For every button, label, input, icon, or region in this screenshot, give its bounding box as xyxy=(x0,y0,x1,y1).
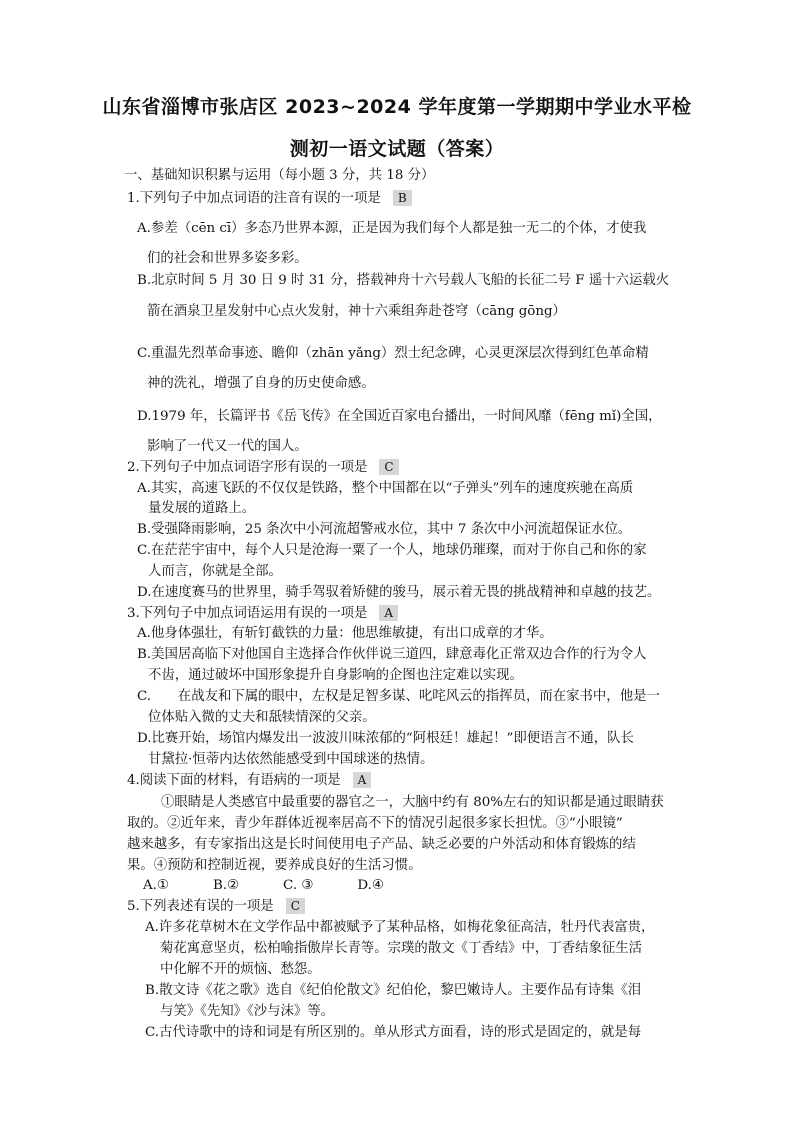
q4-passage-line-3: 越来越多，有专家指出这是长时间使用电子产品、缺乏必要的户外活动和体育锻炼的结 xyxy=(127,837,636,852)
question-5-text: 5.下列表述有误的一项是 xyxy=(127,899,274,914)
q1-option-a-line-2: 们的社会和世界多姿多彩。 xyxy=(147,251,308,266)
q5-option-a-line-1: A.许多花草树木在文学作品中都被赋予了某种品格，如梅花象征高洁，牡丹代表富贵， xyxy=(145,920,655,935)
q3-option-b-line-2: 不齿，通过破坏中国形象提升自身影响的企图也注定难以实现。 xyxy=(148,668,523,683)
q4-passage-line-1: ①眼睛是人类感官中最重要的器官之一，大脑中约有 80%左右的知识都是通过眼睛获 xyxy=(161,795,664,810)
q1-option-d-line-1: D.1979 年，长篇评书《岳飞传》在全国近百家电台播出，一时间风靡（fēng mǐ)全国， xyxy=(137,409,662,424)
question-2-stem xyxy=(127,458,399,478)
q1-option-a-line-1: A.参差（cēn cī）多态乃世界本源，正是因为我们每个人都是独一无二的个体，才使我 xyxy=(137,221,647,236)
q5-option-a-line-2: 菊花寓意坚贞，松柏喻指傲岸长青等。宗璞的散文《丁香结》中，丁香结象征生活 xyxy=(160,941,643,956)
q4-passage-line-2: 取的。②近年来，青少年群体近视率居高不下的情况引起很多家长担忧。③“小眼镜” xyxy=(127,816,623,831)
q3-option-c-line-2: 位体贴入微的丈夫和舐犊情深的父亲。 xyxy=(148,710,376,725)
question-4-answer: A xyxy=(353,772,372,788)
question-4-stem xyxy=(127,771,371,791)
q2-option-a-line-2: 量发展的道路上。 xyxy=(148,501,256,516)
q1-option-b-line-1: B.北京时间 5 月 30 日 9 时 31 分，搭载神舟十六号载人飞船的长征二号 F 遥十六运载火 xyxy=(137,273,670,288)
question-5-stem xyxy=(127,897,305,917)
question-4-text: 4.阅读下面的材料，有语病的一项是 xyxy=(127,773,341,788)
section-heading: 一、基础知识积累与运用（每小题 3 分，共 18 分） xyxy=(124,168,435,183)
q2-option-c-line-1: C.在茫茫宇宙中，每个人只是沧海一粟了一个人，地球仍璀璨，而对于你自己和你的家 xyxy=(137,543,647,558)
question-1-answer: B xyxy=(393,190,412,206)
question-2-text: 2.下列句子中加点词语字形有误的一项是 xyxy=(127,460,368,475)
q4-option-b: B.② xyxy=(212,878,240,893)
q5-option-c-line-1: C.古代诗歌中的诗和词是有所区别的。单从形式方面看，诗的形式是固定的，就是每 xyxy=(145,1025,642,1040)
q4-passage-line-4: 果。④预防和控制近视，要养成良好的生活习惯。 xyxy=(127,858,422,873)
q1-option-c-line-2: 神的洗礼，增强了自身的历史使命感。 xyxy=(147,376,375,391)
q1-option-b-line-2: 箭在酒泉卫星发射中心点火发射，神十六乘组奔赴苍穹（cāng gōng） xyxy=(147,304,566,319)
question-3-answer: A xyxy=(379,605,398,621)
q4-option-d: D.④ xyxy=(357,878,384,893)
q3-option-d-line-1: D.比赛开始，场馆内爆发出一波波川味浓郁的“阿根廷！雄起！”即便语言不通，队长 xyxy=(137,731,634,746)
q4-option-a: A.① xyxy=(143,878,169,893)
q3-option-a-line-1: A.他身体强壮，有斩钉截铁的力量：他思维敏捷，有出口成章的才华。 xyxy=(137,626,553,641)
q5-option-b-line-1: B.散文诗《花之歌》选自《纪伯伦散文》纪伯伦，黎巴嫩诗人。主要作品有诗集《泪 xyxy=(145,983,642,998)
question-3-text: 3.下列句子中加点词语运用有误的一项是 xyxy=(127,606,368,621)
title-line-2: 测初一语文试题（答案） xyxy=(289,138,505,160)
q3-option-b-line-1: B.美国居高临下对他国自主选择合作伙伴说三道四，肆意毒化正常双边合作的行为令人 xyxy=(137,647,647,662)
q5-option-a-line-3: 中化解不开的烦恼、愁怨。 xyxy=(160,962,321,977)
q5-option-b-line-2: 与笑》《先知》《沙与沫》等。 xyxy=(160,1004,335,1019)
question-3-stem xyxy=(127,604,398,624)
q3-option-d-line-2: 甘黛拉·恒蒂内达依然能感受到中国球迷的热情。 xyxy=(148,752,434,767)
q1-option-d-line-2: 影响了一代又一代的国人。 xyxy=(147,439,308,454)
question-1-stem xyxy=(127,189,412,209)
q2-option-b-line-1: B.受强降雨影响，25 条次中小河流超警戒水位，其中 7 条次中小河流超保证水位。 xyxy=(137,522,632,537)
q1-option-c-line-1: C.重温先烈革命事迹、瞻仰（zhān yǎng）烈士纪念碑，心灵更深层次得到红色革命精 xyxy=(137,346,649,361)
q2-option-d-line-1: D.在速度赛马的世界里，骑手驾驭着矫健的骏马，展示着无畏的挑战精神和卓越的技艺。 xyxy=(137,585,661,600)
q4-options xyxy=(143,876,428,896)
question-5-answer: C xyxy=(286,898,305,914)
title-line-1: 山东省淄博市张店区 2023~2024 学年度第一学期期中学业水平检 xyxy=(102,96,692,118)
q2-option-c-line-2: 人而言，你就是全部。 xyxy=(148,564,282,579)
q4-option-c: C. ③ xyxy=(283,878,314,893)
question-2-answer: C xyxy=(379,459,398,475)
q2-option-a-line-1: A.其实，高速飞跃的不仅仅是铁路，整个中国都在以“子弹头”列车的速度疾驰在高质 xyxy=(137,481,634,496)
question-1-text: 1.下列句子中加点词语的注音有误的一项是 xyxy=(127,191,381,206)
q3-option-c-line-1: C. 在战友和下属的眼中，左权是足智多谋、叱咤风云的指挥员，而在家书中，他是一 xyxy=(137,689,660,704)
